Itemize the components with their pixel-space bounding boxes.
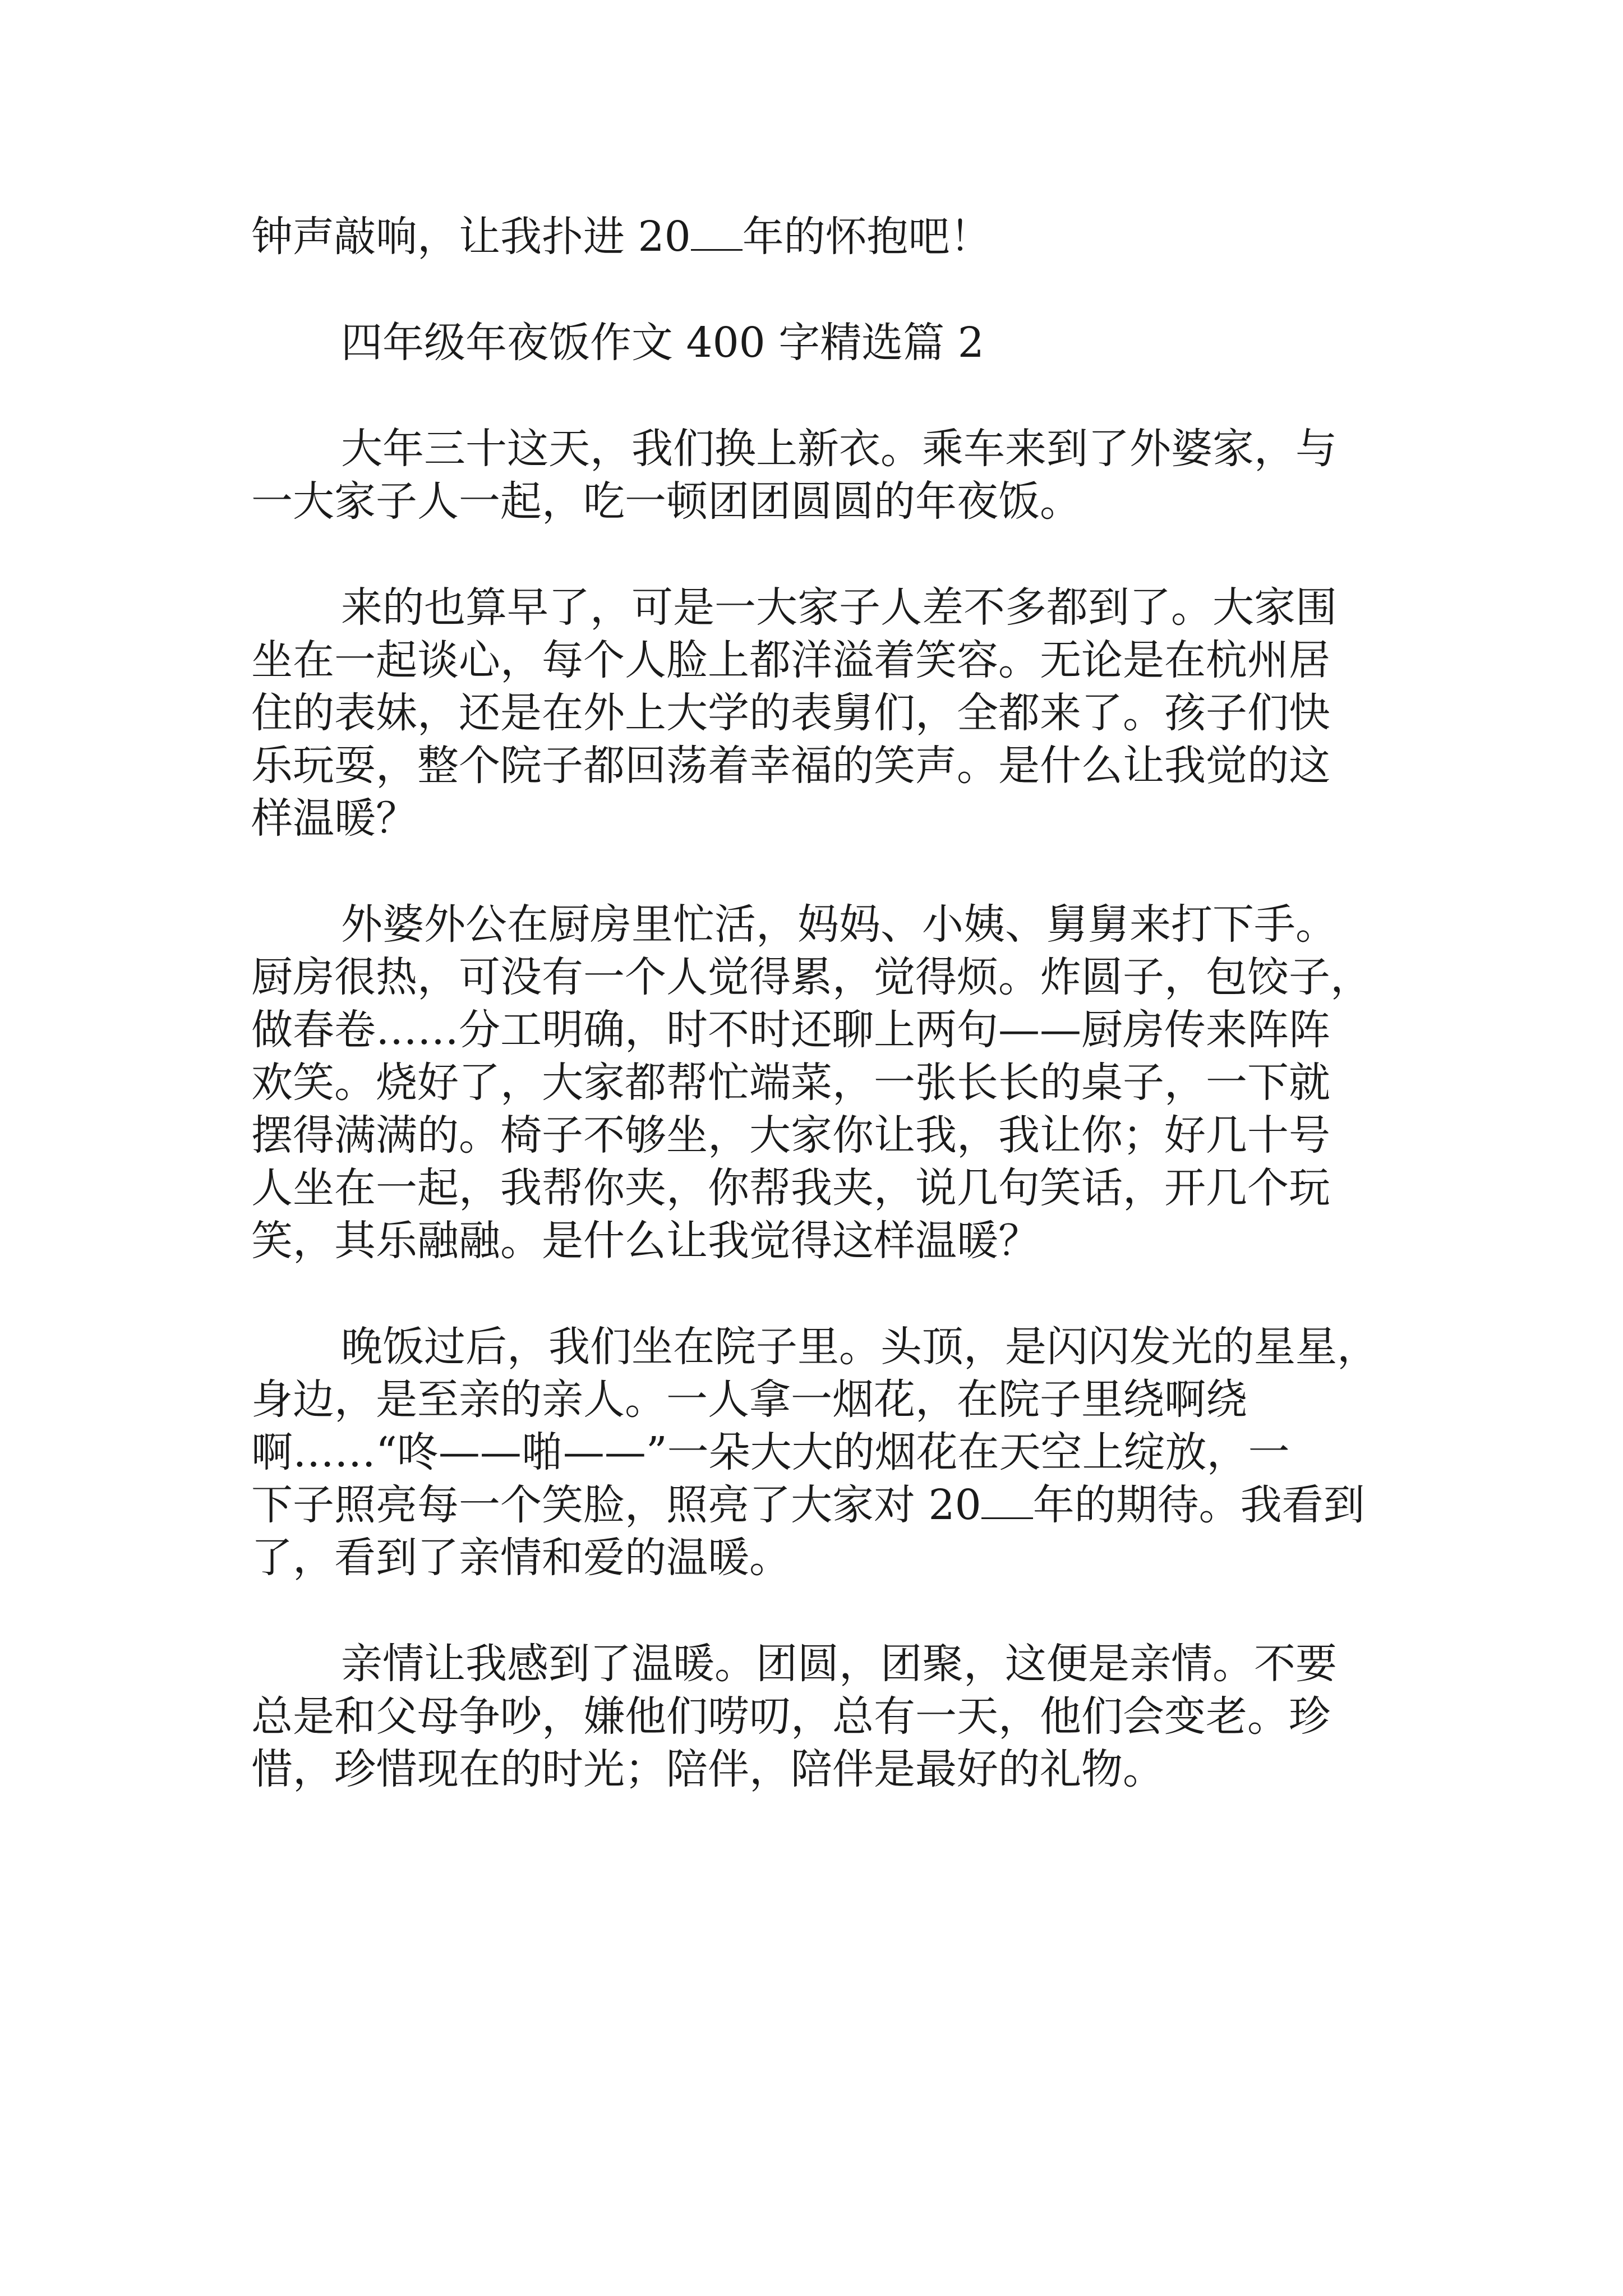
text-span: 下子照亮每一个笑脸，照亮了大家对 20: [251, 1481, 981, 1529]
paragraph-5-line-3: 啊……“咚——啪——”一朵大大的烟花在天空上绽放，一: [251, 1428, 1290, 1476]
paragraph-6-line-1: 亲情让我感到了温暖。团圆，团聚，这便是亲情。不要: [341, 1640, 1337, 1688]
text-span: 钟声敲响，让我扑进 20: [251, 213, 691, 261]
paragraph-3-line-4: 乐玩耍，整个院子都回荡着幸福的笑声。是什么让我觉的这: [251, 742, 1330, 790]
paragraph-4-line-6: 人坐在一起，我帮你夹，你帮我夹，说几句笑话，开几个玩: [251, 1164, 1330, 1212]
paragraph-3-line-5: 样温暖？: [251, 794, 417, 843]
paragraph-4-line-3: 做春卷……分工明确，时不时还聊上两句——厨房传来阵阵: [251, 1006, 1330, 1054]
paragraph-5-line-4: [251, 1479, 1392, 1531]
text-span: 年的怀抱吧！: [742, 213, 992, 261]
paragraph-4-line-1: 外婆外公在厨房里忙活，妈妈、小姨、舅舅来打下手。: [341, 900, 1337, 949]
paragraph-5-line-1: 晚饭过后，我们坐在院子里。头顶，是闪闪发光的星星，: [341, 1323, 1378, 1371]
paragraph-3-line-1: 来的也算早了，可是一大家子人差不多都到了。大家围: [341, 583, 1337, 632]
blank-underline: [691, 215, 743, 251]
paragraph-5-line-5: 了，看到了亲情和爱的温暖。: [251, 1534, 791, 1582]
paragraph-6-line-2: 总是和父母争吵，嫌他们唠叨，总有一天，他们会变老。珍: [251, 1692, 1330, 1741]
paragraph-4-line-5: 摆得满满的。椅子不够坐，大家你让我，我让你；好几十号: [251, 1111, 1330, 1159]
paragraph-3-line-3: 住的表妹，还是在外上大学的表舅们，全都来了。孩子们快: [251, 689, 1330, 737]
paragraph-2-line-2: 一大家子人一起，吃一顿团团圆圆的年夜饭。: [251, 477, 1081, 526]
paragraph-4-line-4: 欢笑。烧好了，大家都帮忙端菜，一张长长的桌子，一下就: [251, 1059, 1330, 1107]
paragraph-1-line-1: [251, 210, 1392, 263]
text-span: 年的期待。我看到: [1032, 1481, 1365, 1529]
paragraph-4-line-2: 厨房很热，可没有一个人觉得累，觉得烦。炸圆子，包饺子，: [251, 953, 1372, 1001]
paragraph-4-line-7: 笑，其乐融融。是什么让我觉得这样温暖？: [251, 1217, 1040, 1265]
paragraph-5-line-2: 身边，是至亲的亲人。一人拿一烟花，在院子里绕啊绕: [251, 1375, 1247, 1424]
blank-underline: [981, 1484, 1033, 1519]
paragraph-3-line-2: 坐在一起谈心，每个人脸上都洋溢着笑容。无论是在杭州居: [251, 636, 1330, 684]
section-heading: 四年级年夜饭作文 400 字精选篇 2: [341, 319, 984, 367]
paragraph-2-line-1: 大年三十这天，我们换上新衣。乘车来到了外婆家，与: [341, 425, 1337, 473]
document-page: [251, 210, 1392, 1796]
paragraph-6-line-3: 惜，珍惜现在的时光；陪伴，陪伴是最好的礼物。: [251, 1745, 1164, 1793]
